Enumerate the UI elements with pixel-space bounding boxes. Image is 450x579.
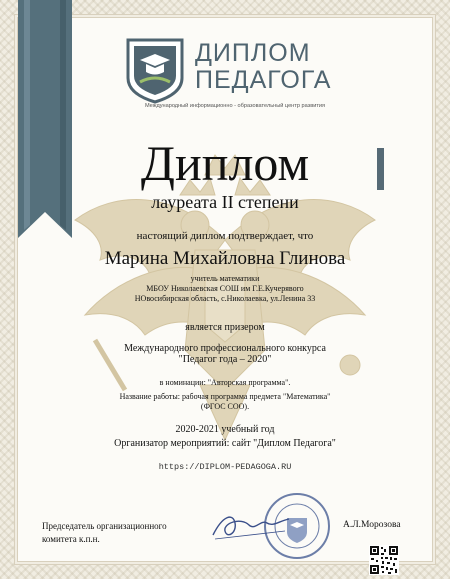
- logo-title-line-2: ПЕДАГОГА: [195, 66, 332, 94]
- confirmation-text: настоящий диплом подтверждает, что: [136, 230, 314, 242]
- diploma-degree: лауреата II степени: [151, 192, 299, 212]
- recipient-name: Марина Михайловна Глинова: [104, 248, 346, 269]
- logo-title-line-1: ДИПЛОМ: [195, 39, 311, 67]
- signer-title-line-2: комитета к.п.н.: [42, 533, 100, 544]
- organizer: Организатор мероприятий: сайт "Диплом Педагога": [114, 438, 336, 449]
- signer-name: А.Л.Морозова: [343, 520, 401, 530]
- website-url: https://DIPLOM-PEDAGOGA.RU: [158, 462, 292, 472]
- signer-title: [42, 520, 167, 545]
- diploma-title: Диплом: [140, 135, 310, 191]
- recipient-school: МБОУ Николаевская СОШ им Г.Е.Кучерявого: [146, 284, 304, 293]
- qr-code[interactable]: [369, 545, 399, 575]
- recipient-position: учитель математики: [190, 274, 260, 283]
- logo-tagline: Международный информационно - образовательный центр развития: [144, 103, 326, 109]
- award-status: является призером: [185, 322, 265, 333]
- contest-name: "Педагог года – 2020": [178, 354, 272, 365]
- work-title-line-1: Название работы: рабочая программа предмета "Математика": [119, 392, 331, 401]
- recipient-address: НОвосибирская область, с.Николаевка, ул.Ленина 33: [134, 294, 316, 303]
- academic-year: 2020-2021 учебный год: [175, 424, 275, 435]
- nomination: в номинации: "Авторская программа".: [159, 378, 291, 387]
- contest-type: Международного профессионального конкурса: [124, 343, 326, 354]
- work-title-line-2: (ФГОС СОО).: [200, 402, 250, 411]
- handwritten-signature: [205, 505, 295, 545]
- signer-title-line-1: Председатель организационного: [42, 521, 167, 531]
